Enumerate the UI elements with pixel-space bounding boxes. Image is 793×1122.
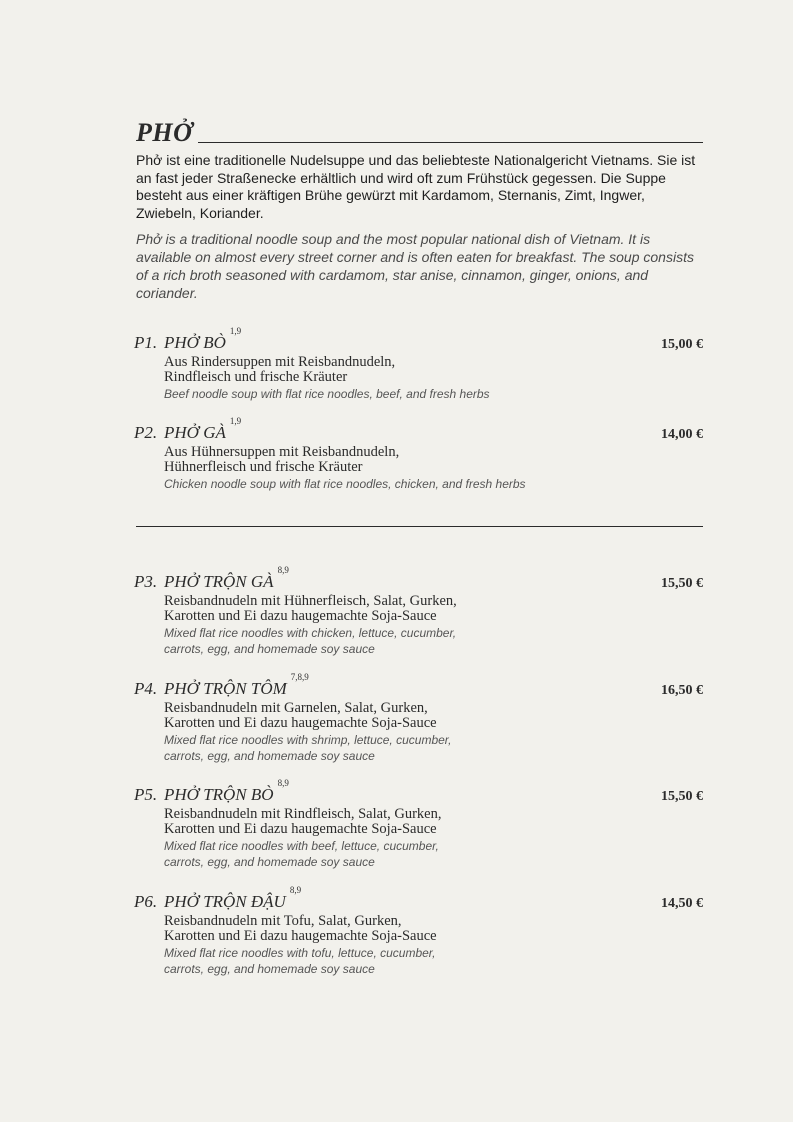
item-header [134,778,703,807]
item-allergens: 8,9 [277,565,289,575]
item-desc-english-line1: Mixed flat rice noodles with shrimp, lettuce, cucumber, [164,733,452,747]
item-code: P4. [134,679,158,698]
item-header [134,416,703,445]
item-desc-german-line2: Karotten und Ei dazu haugemachte Soja-Sauce [164,928,437,944]
item-allergens: 1,9 [229,326,242,336]
item-desc-german-line1: Aus Rindersuppen mit Reisbandnudeln, [164,354,396,370]
item-code: P3. [134,572,158,591]
menu-item [134,885,703,977]
item-description [164,807,703,870]
item-desc-german-line2: Karotten und Ei dazu haugemachte Soja-Sauce [164,821,437,837]
item-desc-german-line2: Rindfleisch und frische Kräuter [164,369,348,385]
intro-english: Phở is a traditional noodle soup and the most popular national dish of Vietnam. It is available on almost every street corner and is often eaten for breakfast. The soup consists of a rich broth seasoned with cardamom, star anise, cinnamon, ginger, onions, and coriander. [136,231,694,301]
item-description [164,594,703,657]
item-desc-german-line2: Karotten und Ei dazu haugemachte Soja-Sauce [164,715,437,731]
item-code: P2. [134,423,158,442]
intro-german: Phở ist eine traditionelle Nudelsuppe und das beliebteste Nationalgericht Vietnams. Sie ist an fast jeder Straßenecke erhältlich und wird oft zum Frühstück gegessen. Die Suppe besteht aus einer kräftigen Brühe gewürzt mit Kardamom, Sternanis, Zimt, Ingwer, Zwiebeln, Koriander. [136,152,696,221]
item-name: PHỞ GÀ [164,423,226,442]
item-price: 15,00 € [661,337,703,352]
item-allergens: 8,9 [289,885,302,895]
item-description [164,701,703,764]
item-price: 15,50 € [661,576,703,591]
menu-item [134,565,703,657]
section-header [136,118,703,148]
item-name: PHỞ TRỘN ĐẬU [164,892,286,911]
item-header [134,326,703,355]
item-desc-german-line1: Reisbandnudeln mit Garnelen, Salat, Gurken, [164,700,428,716]
item-desc-english-line1: Mixed flat rice noodles with chicken, lettuce, cucumber, [164,626,457,640]
menu-item [134,416,703,493]
item-desc-english-line1: Mixed flat rice noodles with beef, lettuce, cucumber, [164,839,439,853]
item-desc-german-line1: Reisbandnudeln mit Tofu, Salat, Gurken, [164,913,402,929]
section-divider [136,526,703,527]
item-desc-english-line1: Chicken noodle soup with flat rice noodles, chicken, and fresh herbs [164,477,526,491]
item-desc-english-line2: carrots, egg, and homemade soy sauce [164,748,375,763]
item-desc-german-line1: Aus Hühnersuppen mit Reisbandnudeln, [164,444,400,460]
item-description [164,445,703,493]
title-rule [198,142,703,143]
item-description [164,355,703,403]
item-name: PHỞ TRỘN GÀ [164,572,274,591]
item-header [134,565,703,594]
item-desc-english-line1: Mixed flat rice noodles with tofu, lettuce, cucumber, [164,946,436,960]
item-code: P6. [134,892,158,911]
item-code: P1. [134,333,158,352]
menu-page [136,118,703,302]
item-desc-english-line2: carrots, egg, and homemade soy sauce [164,961,375,976]
menu-item [134,672,703,764]
menu-item [134,326,703,403]
item-allergens: 7,8,9 [290,672,309,682]
menu-item [134,778,703,870]
item-desc-english-line2: carrots, egg, and homemade soy sauce [164,641,375,656]
item-desc-english-line2: carrots, egg, and homemade soy sauce [164,854,375,869]
item-allergens: 1,9 [229,416,242,426]
item-description [164,914,703,977]
item-desc-german-line1: Reisbandnudeln mit Rindfleisch, Salat, Gurken, [164,806,442,822]
section-title: PHỞ [136,118,193,147]
item-price: 14,50 € [661,896,703,911]
item-code: P5. [134,785,158,804]
item-name: PHỞ TRỘN TÔM [164,679,287,698]
item-desc-german-line1: Reisbandnudeln mit Hühnerfleisch, Salat, Gurken, [164,593,457,609]
item-header [134,885,703,914]
item-price: 15,50 € [661,789,703,804]
item-name: PHỞ BÒ [164,333,226,352]
item-price: 16,50 € [661,683,703,698]
item-desc-german-line2: Hühnerfleisch und frische Kräuter [164,459,363,475]
item-name: PHỞ TRỘN BÒ [164,785,274,804]
item-allergens: 8,9 [277,778,289,788]
item-header [134,672,703,701]
item-desc-german-line2: Karotten und Ei dazu haugemachte Soja-Sauce [164,608,437,624]
item-price: 14,00 € [661,427,703,442]
item-desc-english-line1: Beef noodle soup with flat rice noodles, beef, and fresh herbs [164,387,490,401]
